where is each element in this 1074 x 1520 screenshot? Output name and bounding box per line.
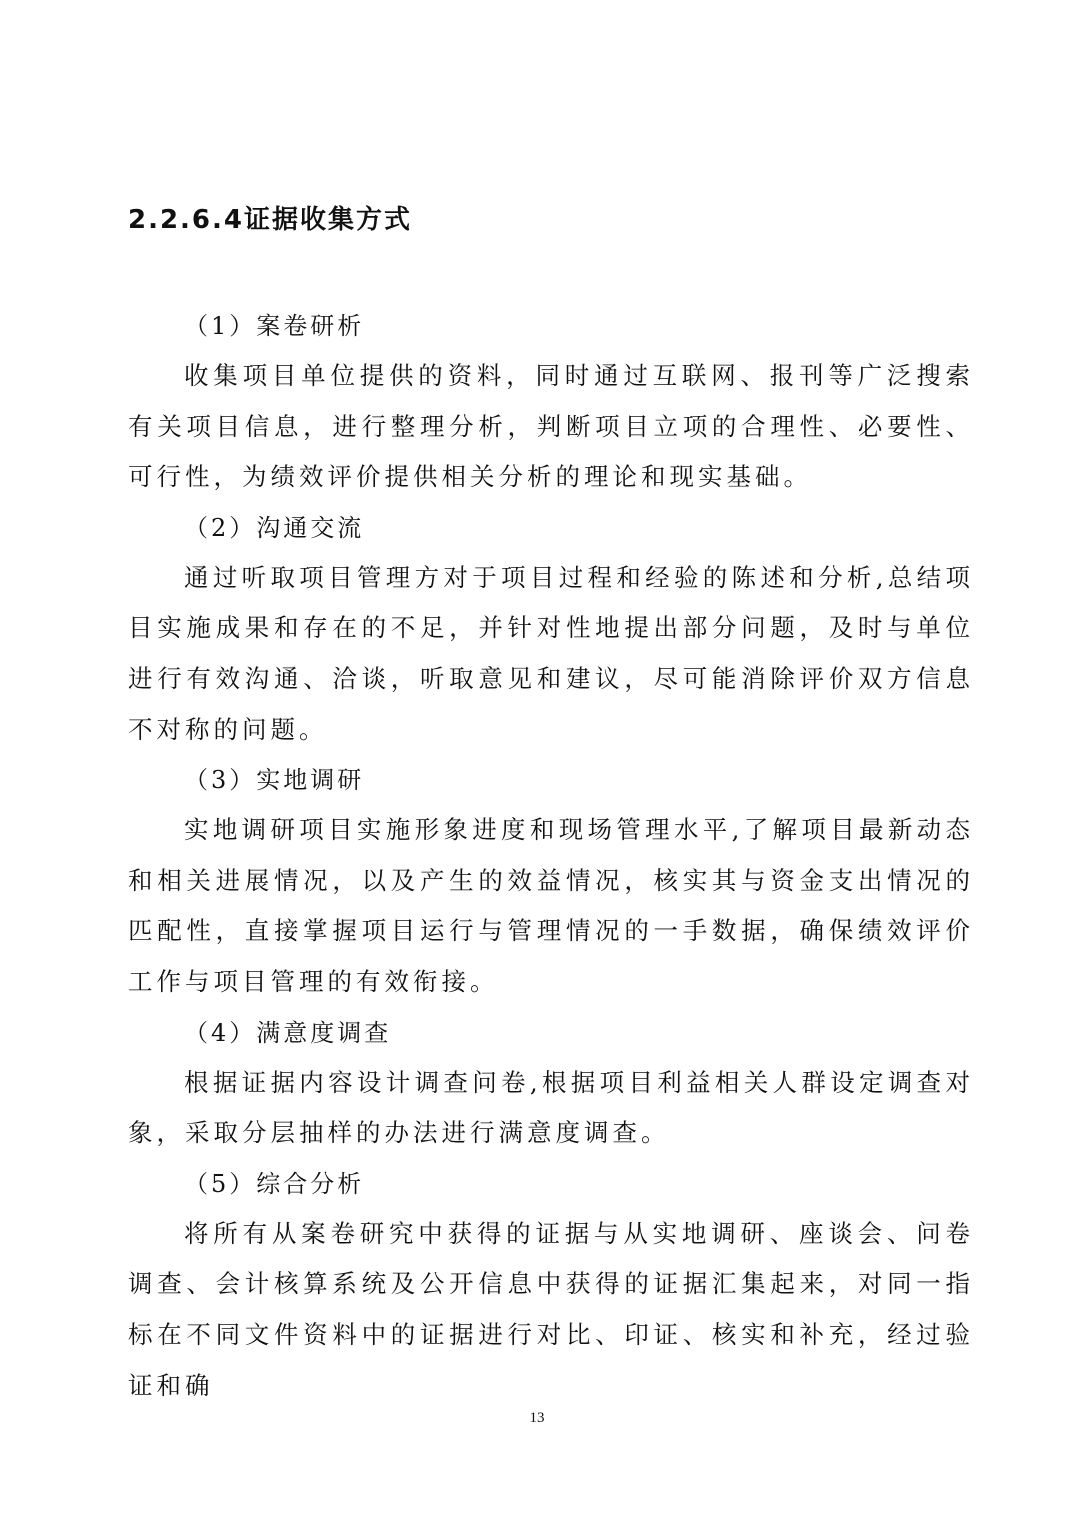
page-content — [128, 195, 974, 1411]
subsection-title: （4）满意度调查 — [184, 1018, 392, 1047]
subsection-title: （2）沟通交流 — [184, 513, 365, 542]
subsection-title: （3）实地调研 — [184, 766, 365, 795]
subsection-title: （5）综合分析 — [184, 1169, 365, 1198]
page-number: 13 — [529, 1410, 545, 1426]
paragraph: 根据证据内容设计调查问卷,根据项目利益相关人群设定调查对象，采取分层抽样的办法进行满意度调查。 — [128, 1067, 974, 1148]
paragraph: 实地调研项目实施形象进度和现场管理水平,了解项目最新动态和相关进展情况，以及产生的效益情况，核实其与资金支出情况的匹配性，直接掌握项目运行与管理情况的一手数据，确保绩效评价工作与项目管理的有效衔接。 — [128, 815, 974, 996]
paragraph: 将所有从案卷研究中获得的证据与从实地调研、座谈会、问卷调查、会计核算系统及公开信息中获得的证据汇集起来，对同一指标在不同文件资料中的证据进行对比、印证、核实和补充，经过验证和确 — [128, 1218, 974, 1400]
section-heading: 2.2.6.4证据收集方式 — [128, 205, 412, 235]
subsection-title: （1）案卷研析 — [184, 312, 365, 340]
paragraph: 收集项目单位提供的资料，同时通过互联网、报刊等广泛搜索有关项目信息，进行整理分析，判断项目立项的合理性、必要性、可行性，为绩效评价提供相关分析的理论和现实基础。 — [128, 361, 974, 492]
paragraph: 通过听取项目管理方对于项目过程和经验的陈述和分析,总结项目实施成果和存在的不足，并针对性地提出部分问题，及时与单位进行有效沟通、洽谈，听取意见和建议，尽可能消除评价双方信息不对称的问题。 — [128, 562, 974, 744]
